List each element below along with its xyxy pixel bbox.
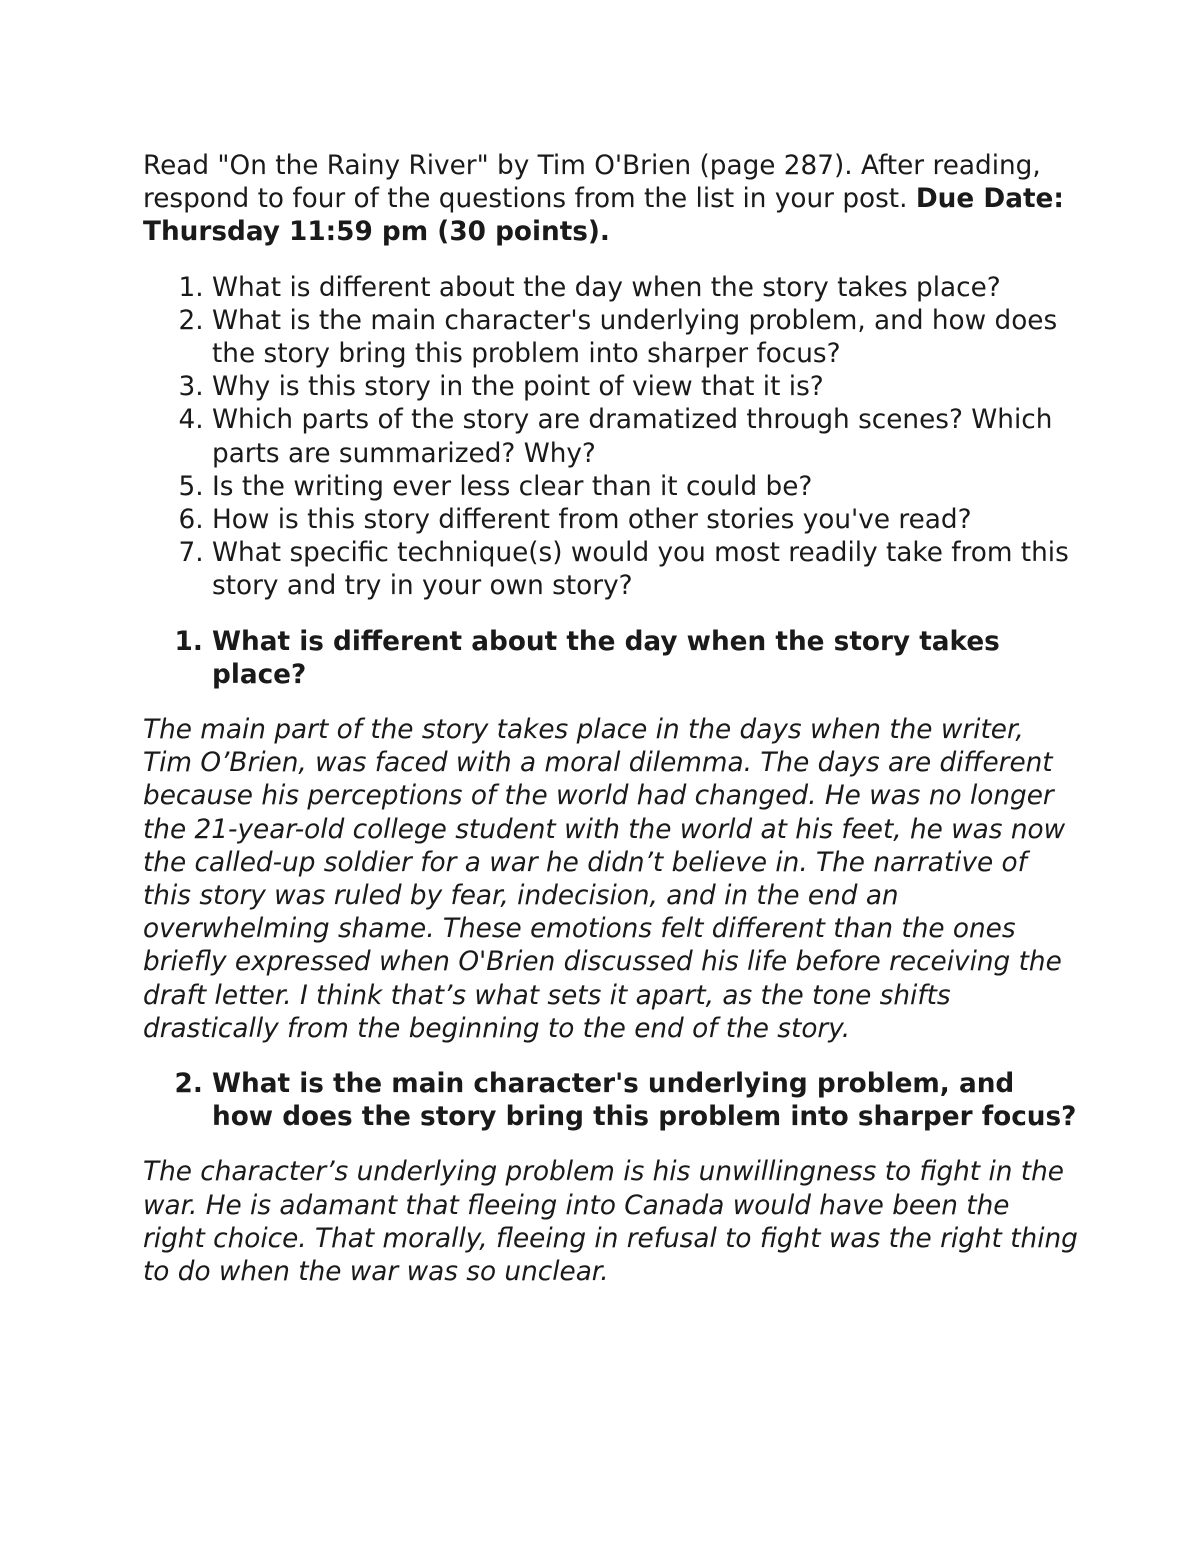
response-question-1 xyxy=(143,626,1078,692)
question-list xyxy=(143,272,1078,604)
question-item: 7. What specific technique(s) would you most readily take from this story and try in your own story? xyxy=(212,537,1078,603)
question-item: 3. Why is this story in the point of view that it is? xyxy=(212,371,1078,404)
response-answer-1: The main part of the story takes place in the days when the writer, Tim O’Brien, was faced with a moral dilemma. The days are different because his perceptions of the world had changed. He was no longer the 21-year-old college student with the world at his feet, he was now the called-up soldier for a war he didn’t believe in. The narrative of this story was ruled by fear, indecision, and in the end an overwhelming shame. These emotions felt different than the ones briefly expressed when O'Brien discussed his life before receiving the draft letter. I think that’s what sets it apart, as the tone shifts drastically from the beginning to the end of the story. xyxy=(143,715,1066,1044)
question-item: 4. Which parts of the story are dramatized through scenes? Which parts are summarized? Why? xyxy=(212,404,1078,470)
document-page xyxy=(143,150,1078,1311)
response-answer-2: The character’s underlying problem is his unwillingness to fight in the war. He is adamant that fleeing into Canada would have been the right choice. That morally, fleeing in refusal to fight was the right thing to do when the war was so unclear. xyxy=(143,1157,1078,1288)
due-date: Due Date: Thursday 11:59 pm (30 points). xyxy=(143,184,1064,248)
question-item: 6. How is this story different from other stories you've read? xyxy=(212,504,1078,537)
question-item: 2. What is the main character's underlying problem, and how does the story bring this problem into sharper focus? xyxy=(212,305,1078,371)
response-question-heading: 2. What is the main character's underlying problem, and how does the story bring this problem into sharper focus? xyxy=(212,1068,1078,1134)
question-item: 1. What is different about the day when the story takes place? xyxy=(212,272,1078,305)
response-question-2 xyxy=(143,1068,1078,1134)
response-question-heading: 1. What is different about the day when the story takes place? xyxy=(212,626,1078,692)
question-item: 5. Is the writing ever less clear than it could be? xyxy=(212,471,1078,504)
assignment-instructions xyxy=(143,150,1078,250)
instructions-text: Read "On the Rainy River" by Tim O'Brien (page 287). After reading, respond to four of the questions from the list in your post. xyxy=(143,151,1041,215)
